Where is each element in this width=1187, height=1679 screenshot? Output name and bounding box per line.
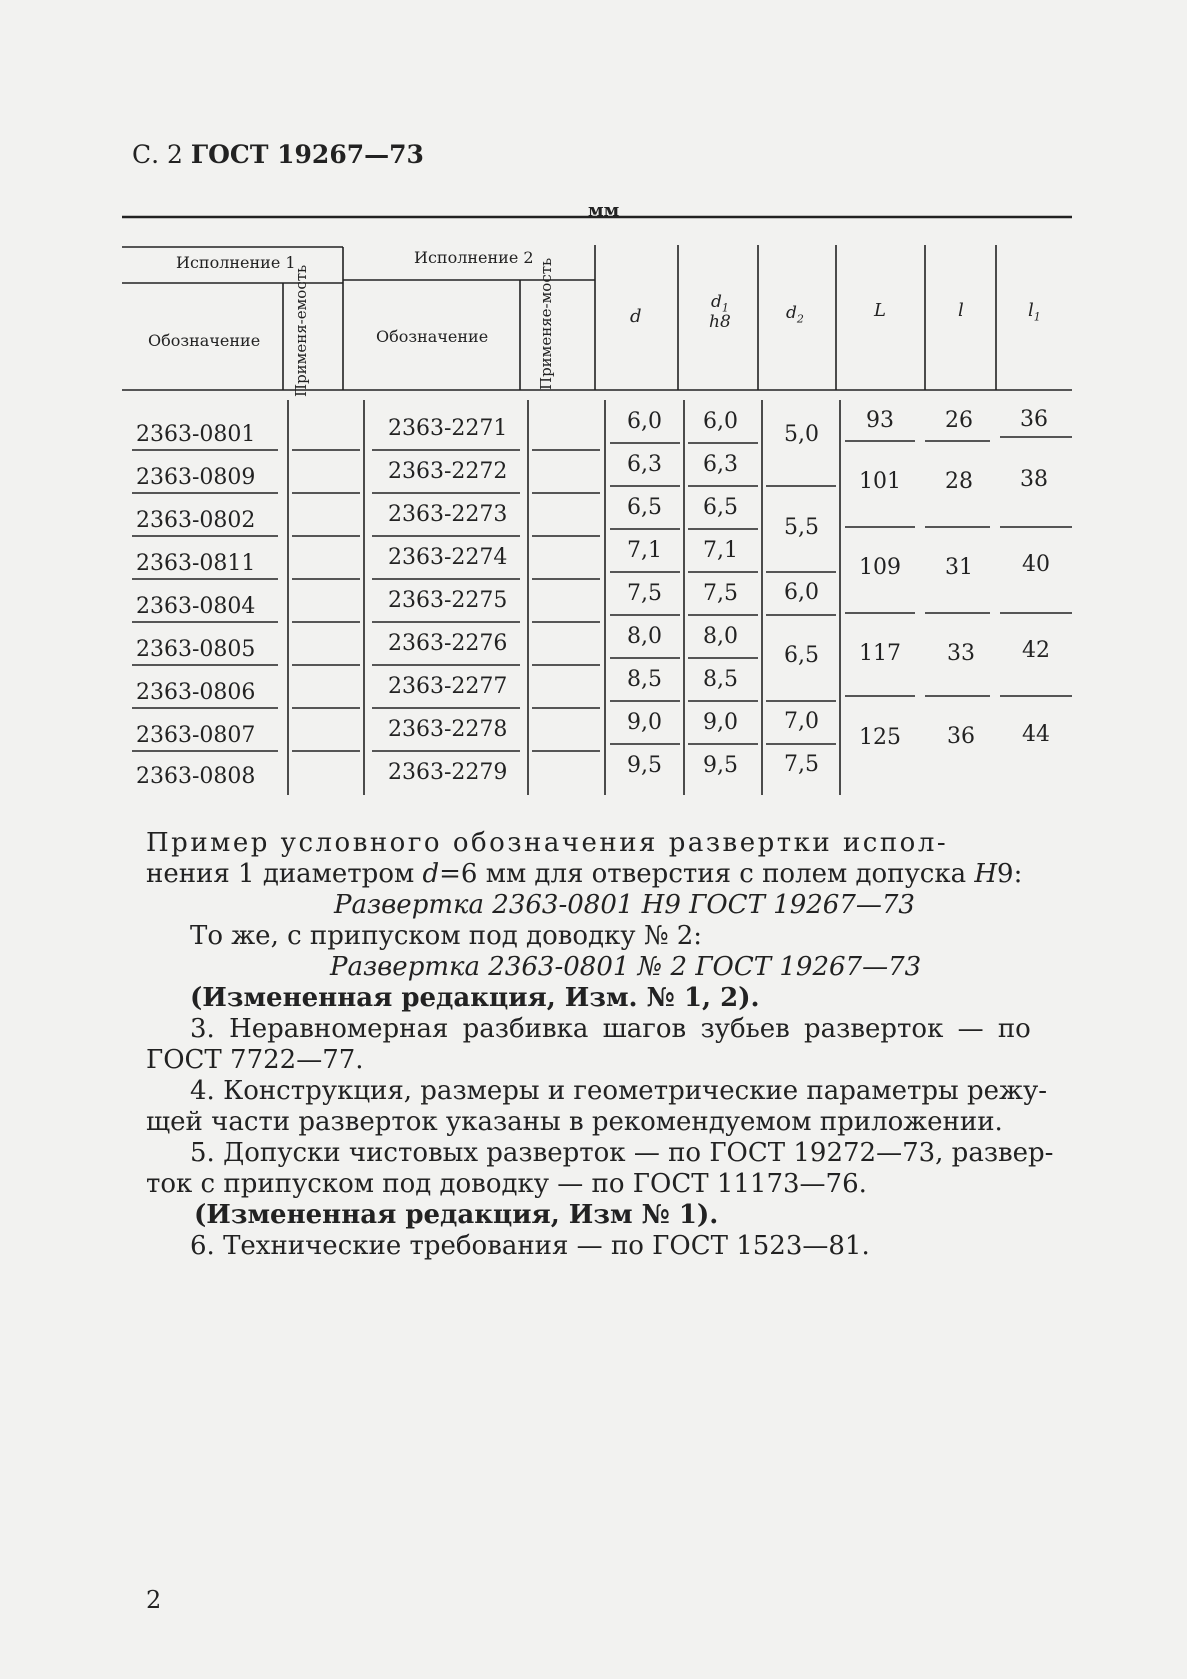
- table-cell-iso2: 2363-2277: [388, 674, 508, 699]
- table-cell-iso2: 2363-2278: [388, 717, 508, 742]
- table-cell-L: 101: [859, 469, 901, 494]
- table-cell-d: 9,0: [627, 710, 662, 735]
- unit-label: мм: [588, 200, 620, 221]
- table-cell-l: 33: [947, 641, 975, 666]
- amendment-note-1: (Измененная редакция, Изм. № 1, 2).: [190, 983, 760, 1013]
- table-cell-iso2: 2363-2274: [388, 545, 508, 570]
- group-header-1: Исполнение 1: [176, 253, 296, 272]
- amendment-note-2: (Измененная редакция, Изм № 1).: [194, 1200, 719, 1230]
- table-cell-l1: 40: [1022, 552, 1050, 577]
- table-cell-iso1: 2363-0801: [136, 422, 256, 447]
- col-header-applicability-1: Применя-емость: [292, 264, 310, 397]
- table-cell-iso1: 2363-0809: [136, 465, 256, 490]
- table-cell-l1: 38: [1020, 467, 1048, 492]
- col-header-l1: $l_1$: [1028, 300, 1041, 324]
- col-header-L: L: [874, 300, 886, 321]
- table-cell-L: 117: [859, 641, 901, 666]
- col-header-applicability-2: Применяе-мость: [537, 257, 555, 390]
- table-cell-d1: 8,5: [703, 667, 738, 692]
- table-cell-d1: 7,5: [703, 581, 738, 606]
- col-header-d1: $d_1$: [711, 292, 729, 315]
- table-cell-d1: 8,0: [703, 624, 738, 649]
- page-ref: С. 2: [132, 140, 183, 169]
- page-number: 2: [146, 1586, 162, 1614]
- col-header-l: l: [958, 300, 964, 321]
- table-cell-l: 36: [947, 724, 975, 749]
- table-cell-iso1: 2363-0808: [136, 764, 256, 789]
- example-line-1: Пример условного обозначения развертки испол-: [146, 828, 949, 858]
- table-cell-iso1: 2363-0804: [136, 594, 256, 619]
- item-5-line-1: 5. Допуски чистовых разверток — по ГОСТ 19272—73, развер-: [190, 1138, 1054, 1168]
- table-cell-d1: 6,3: [703, 452, 738, 477]
- table-cell-d2: 5,0: [784, 422, 819, 447]
- table-cell-iso1: 2363-0811: [136, 551, 256, 576]
- table-cell-iso1: 2363-0806: [136, 680, 256, 705]
- item-4-line-1: 4. Конструкция, размеры и геометрические параметры режу-: [190, 1076, 1048, 1106]
- table-cell-d: 6,5: [627, 495, 662, 520]
- table-cell-iso2: 2363-2275: [388, 588, 508, 613]
- table-cell-L: 125: [859, 725, 901, 750]
- table-cell-l: 28: [945, 469, 973, 494]
- table-cell-d1: 6,0: [703, 409, 738, 434]
- table-cell-d: 8,5: [627, 667, 662, 692]
- table-cell-iso2: 2363-2276: [388, 631, 508, 656]
- item-3-line-1: 3. Неравномерная разбивка шагов зубьев разверток — по: [190, 1014, 1031, 1044]
- example-code-2: Развертка 2363-0801 № 2 ГОСТ 19267—73: [330, 952, 922, 982]
- table-cell-d1: 6,5: [703, 495, 738, 520]
- table-cell-d: 6,0: [627, 409, 662, 434]
- item-4-line-2: щей части разверток указаны в рекомендуемом приложении.: [146, 1107, 1003, 1137]
- example-line-2: нения 1 диаметром d=6 мм для отверстия с полем допуска H9:: [146, 859, 1023, 889]
- table-cell-L: 93: [866, 408, 894, 433]
- col-header-d: d: [630, 306, 642, 327]
- table-cell-iso2: 2363-2279: [388, 760, 508, 785]
- item-5-line-2: ток с припуском под доводку — по ГОСТ 11173—76.: [146, 1169, 867, 1199]
- table-cell-iso1: 2363-0807: [136, 723, 256, 748]
- col-header-d1-tolerance: h8: [709, 312, 731, 332]
- table-cell-d2: 6,0: [784, 580, 819, 605]
- table-cell-d2: 5,5: [784, 515, 819, 540]
- table-cell-d: 6,3: [627, 452, 662, 477]
- table-cell-l: 26: [945, 408, 973, 433]
- table-cell-d: 7,5: [627, 581, 662, 606]
- table-cell-l1: 42: [1022, 638, 1050, 663]
- table-cell-iso1: 2363-0802: [136, 508, 256, 533]
- same-with-allowance: То же, с припуском под доводку № 2:: [190, 921, 703, 951]
- table-cell-d: 7,1: [627, 538, 662, 563]
- table-cell-d: 8,0: [627, 624, 662, 649]
- table-cell-d2: 7,0: [784, 709, 819, 734]
- group-header-2: Исполнение 2: [414, 248, 534, 267]
- table-cell-d1: 7,1: [703, 538, 738, 563]
- table-cell-l1: 36: [1020, 407, 1048, 432]
- table-cell-iso2: 2363-2272: [388, 459, 508, 484]
- item-6: 6. Технические требования — по ГОСТ 1523—81.: [190, 1231, 870, 1261]
- table-cell-iso1: 2363-0805: [136, 637, 256, 662]
- table-cell-d2: 6,5: [784, 643, 819, 668]
- example-code-1: Развертка 2363-0801 H9 ГОСТ 19267—73: [334, 890, 915, 920]
- table-cell-d1: 9,0: [703, 710, 738, 735]
- col-header-d2: $d_2$: [786, 303, 804, 326]
- table-cell-iso2: 2363-2273: [388, 502, 508, 527]
- table-cell-d: 9,5: [627, 753, 662, 778]
- table-cell-l1: 44: [1022, 722, 1050, 747]
- col-header-designation-2: Обозначение: [376, 327, 489, 346]
- table-cell-l: 31: [945, 555, 973, 580]
- table-cell-d2: 7,5: [784, 752, 819, 777]
- table-cell-L: 109: [859, 555, 901, 580]
- col-header-designation-1: Обозначение: [148, 331, 261, 350]
- standard-number: ГОСТ 19267—73: [190, 140, 424, 169]
- table-cell-d1: 9,5: [703, 753, 738, 778]
- item-3-line-2: ГОСТ 7722—77.: [146, 1045, 364, 1075]
- table-cell-iso2: 2363-2271: [388, 416, 508, 441]
